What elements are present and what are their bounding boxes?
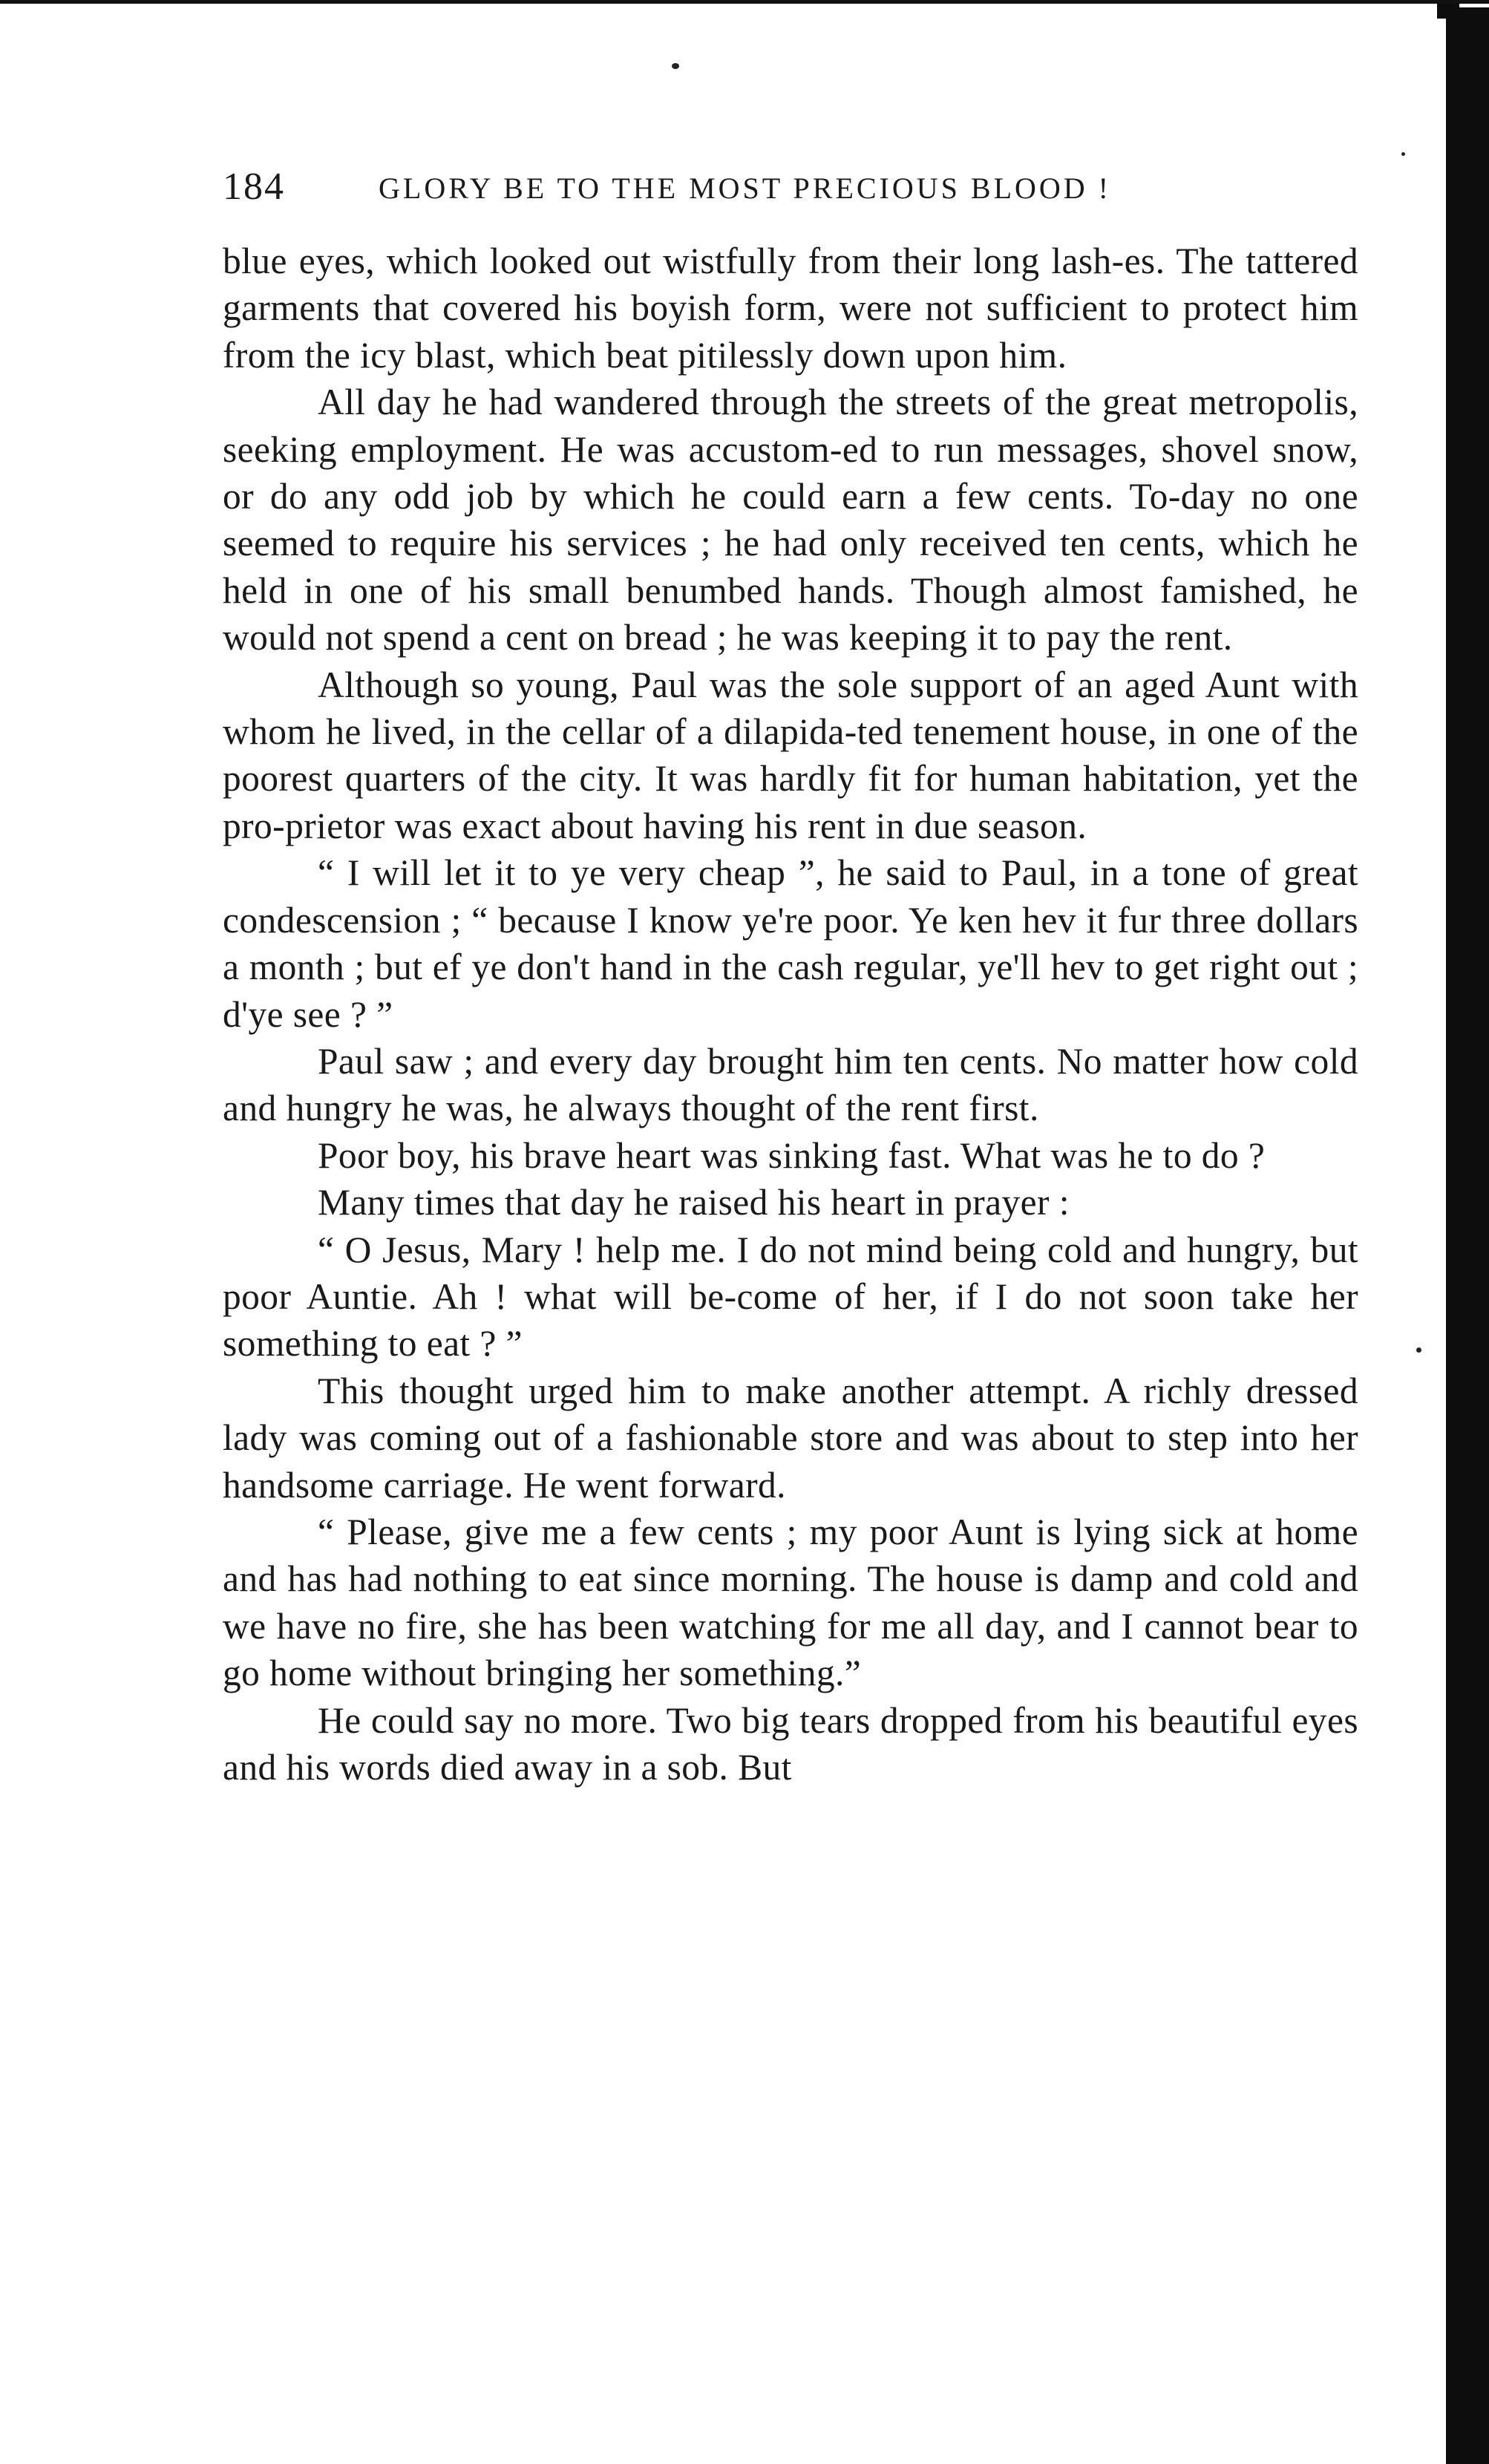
paragraph-11: He could say no more. Two big tears dropped from his beautiful eyes and his words died away in a sob. But bbox=[223, 1699, 1358, 1788]
paragraph-1: blue eyes, which looked out wistfully from their long lash-es. The tattered garments that covered his boyish form, were not sufficient to protect him from the icy blast, which beat pitilessly down upon him. bbox=[223, 241, 1358, 376]
paragraph-9: This thought urged him to make another attempt. A richly dressed lady was coming out of a fashionable store and was about to step into her handsome carriage. He went forward. bbox=[223, 1370, 1358, 1506]
ink-speck bbox=[1401, 152, 1405, 156]
paragraph-10: “ Please, give me a few cents ; my poor Aunt is lying sick at home and has had nothing to eat since morning. The house is damp and cold and we have no fire, she has been watching for me all day, and I cannot bear to go home without bringing her something.” bbox=[223, 1511, 1358, 1694]
book-page bbox=[223, 165, 1358, 1791]
ink-speck bbox=[1416, 1347, 1421, 1353]
ink-speck bbox=[672, 63, 679, 69]
running-head bbox=[223, 165, 1358, 223]
paragraph-4: “ I will let it to ye very cheap ”, he said to Paul, in a tone of great condescension ; “ because I know ye're poor. Ye ken hev it fur three dollars a month ; but ef ye don't hand in the cash regular, ye'll hev to get right out ; d'ye see ? ” bbox=[223, 852, 1358, 1035]
paragraph-5: Paul saw ; and every day brought him ten cents. No matter how cold and hungry he was, he always thought of the rent first. bbox=[223, 1040, 1358, 1129]
page-number: 184 bbox=[223, 166, 285, 208]
paragraph-7: Many times that day he raised his heart in prayer : bbox=[318, 1182, 1070, 1223]
running-title: GLORY BE TO THE MOST PRECIOUS BLOOD ! bbox=[379, 171, 1111, 205]
paragraph-6: Poor boy, his brave heart was sinking fast. What was he to do ? bbox=[318, 1134, 1266, 1176]
top-border-line bbox=[0, 0, 1489, 4]
paragraph-8: “ O Jesus, Mary ! help me. I do not mind being cold and hungry, but poor Auntie. Ah ! what will be-come of her, if I do not soon take her something to eat ? ” bbox=[223, 1229, 1358, 1365]
paragraph-2: All day he had wandered through the streets of the great metropolis, seeking employment. He was accustom-ed to run messages, shovel snow, or do any odd job by which he could earn a few cents. To-day no one seemed to require his services ; he had only received ten cents, which he held in one of his small benumbed hands. Though almost famished, he would not spend a cent on bread ; he was keeping it to pay the rent. bbox=[223, 382, 1358, 659]
body-text bbox=[223, 238, 1358, 1791]
paragraph-3: Although so young, Paul was the sole support of an aged Aunt with whom he lived, in the cellar of a dilapida-ted tenement house, in one of the poorest quarters of the city. It was hardly fit for human habitation, yet the pro-prietor was exact about having his rent in due season. bbox=[223, 664, 1358, 846]
scan-edge-shadow bbox=[1446, 7, 1489, 2464]
